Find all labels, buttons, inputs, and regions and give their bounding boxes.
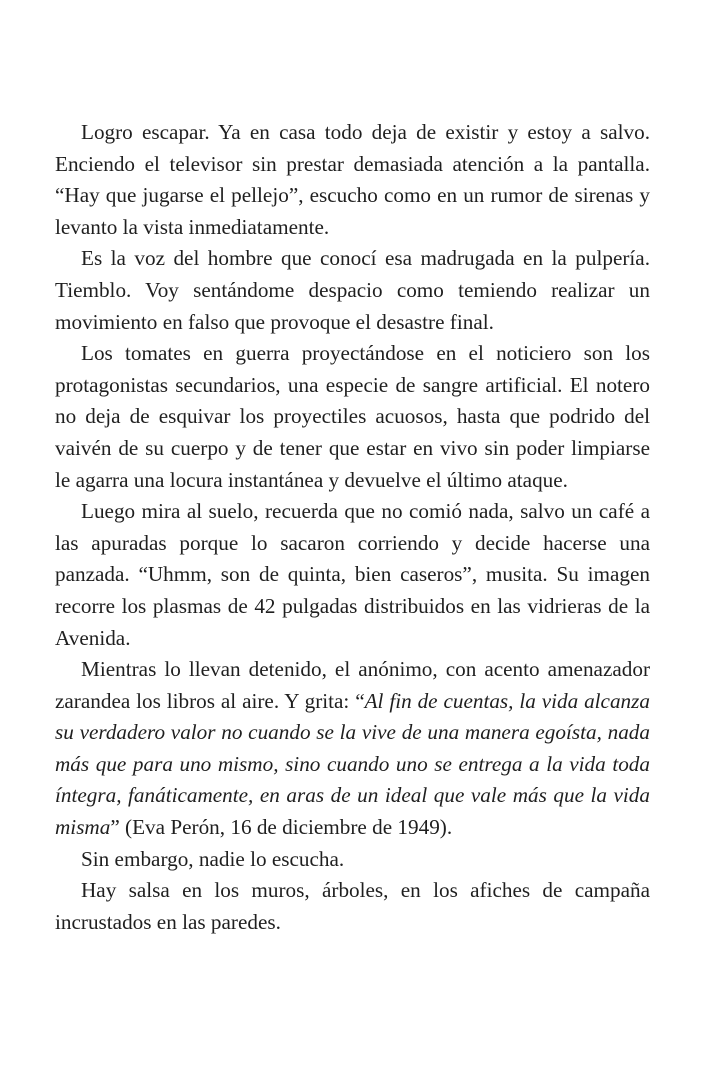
page-body (55, 117, 650, 938)
quote-attribution: ” (Eva Perón, 16 de diciembre de 1949). (110, 815, 453, 840)
paragraph-quote (55, 654, 650, 844)
paragraph-escape: Logro escapar. Ya en casa todo deja de existir y estoy a salvo. Enciendo el televisor sin prestar demasiada atención a la pantalla. “Hay que jugarse el pellejo”, escucho como en un rumor de sirenas y levanto la vista inmediatamente. (55, 120, 650, 239)
paragraph-sauce: Hay salsa en los muros, árboles, en los afiches de campaña incrustados en las paredes. (55, 878, 650, 934)
paragraph-nobody-listens: Sin embargo, nadie lo escucha. (81, 846, 345, 871)
eva-peron-quote: Al fin de cuentas, la vida alcanza su verdadero valor no cuando se la vive de una manera egoísta, nada más que para uno mismo, sino cuando uno se entrega a la vida toda íntegra, fanáticamente, en aras de un ideal que vale más que la vida misma (55, 688, 650, 840)
paragraph-reporter: Luego mira al suelo, recuerda que no comió nada, salvo un café a las apuradas porque lo sacaron corriendo y decide hacerse una panzada. “Uhmm, son de quinta, bien caseros”, musita. Su imagen recorre los plasmas de 42 pulgadas distribuidos en las vidrieras de la Avenida. (55, 499, 650, 650)
quote-lead: Mientras lo llevan detenido, el anónimo, con acento amenazador zarandea los libros al aire. Y grita: “ (55, 657, 650, 713)
paragraph-tomatoes: Los tomates en guerra proyectándose en el noticiero son los protagonistas secundarios, una especie de sangre artificial. El notero no deja de esquivar los proyectiles acuosos, hasta que podrido del vaivén de su cuerpo y de tener que estar en vivo sin poder limpiarse le agarra una locura instantánea y devuelve el último ataque. (55, 341, 650, 492)
paragraph-voice: Es la voz del hombre que conocí esa madrugada en la pulpería. Tiemblo. Voy sentándome despacio como temiendo realizar un movimiento en falso que provoque el desastre final. (55, 246, 650, 334)
